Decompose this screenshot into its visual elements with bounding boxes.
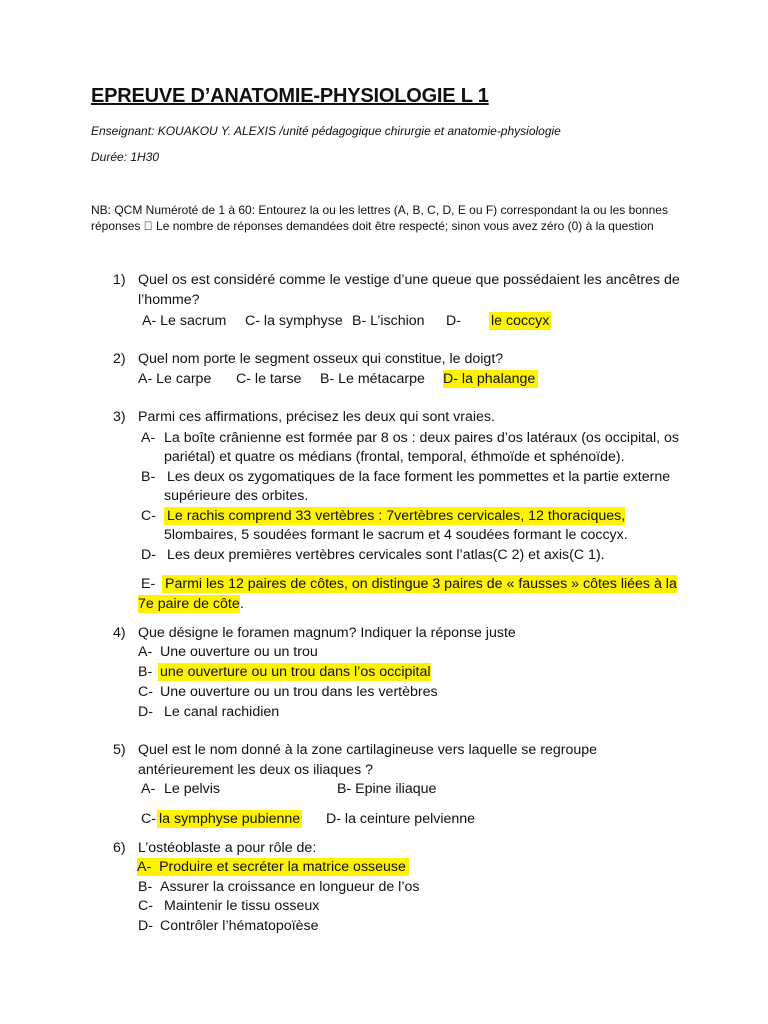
option-b-label[interactable]: B- xyxy=(138,879,153,895)
option-a-text[interactable]: Le pelvis xyxy=(164,781,220,797)
option-a-text[interactable]: Une ouverture ou un trou xyxy=(160,644,318,660)
question-text: Quel est le nom donné à la zone cartilagineuse vers laquelle se regroupe xyxy=(138,742,598,758)
option-d-label[interactable]: D- xyxy=(138,704,153,720)
option-b-text[interactable]: Les deux os zygomatiques de la face forment les pommettes et la partie externe xyxy=(167,469,671,485)
correct-answer-highlight[interactable]: la symphyse pubienne xyxy=(159,811,301,827)
question-number: 2) xyxy=(113,351,126,367)
option-b-text[interactable]: supérieure des orbites. xyxy=(164,488,309,504)
question-text: Quel os est considéré comme le vestige d’une queue que possédaient les ancêtres de xyxy=(138,272,680,288)
option-e-label[interactable]: E- xyxy=(141,576,156,592)
teacher-line: Enseignant: KOUAKOU Y. ALEXIS /unité pédagogique chirurgie et anatomie-physiologie xyxy=(91,124,561,138)
option-d[interactable]: D- la ceinture pelvienne xyxy=(326,811,476,827)
option-b-label[interactable]: B- xyxy=(138,664,153,680)
option-b-label[interactable]: B- xyxy=(141,469,156,485)
option-a-label[interactable]: A- xyxy=(141,430,156,446)
option-a-label[interactable]: A- xyxy=(138,644,153,660)
correct-answer-highlight[interactable] xyxy=(137,858,409,876)
correct-answer-highlight[interactable]: Parmi les 12 paires de côtes, on distingue 3 paires de « fausses » côtes liées à la xyxy=(162,575,677,593)
option-c[interactable]: C- le tarse xyxy=(236,371,302,387)
exam-title: EPREUVE D’ANATOMIE-PHYSIOLOGIE L 1 xyxy=(91,85,489,107)
option-a-text: Produire et secréter la matrice osseuse xyxy=(159,859,406,875)
option-d-label[interactable]: D- xyxy=(138,918,153,934)
option-c-label[interactable]: C- xyxy=(141,508,156,524)
option-a-label: A- xyxy=(137,859,152,875)
option-a[interactable]: A- Le carpe xyxy=(138,371,212,387)
correct-answer-highlight[interactable]: Le rachis comprend 33 vertèbres : 7vertèbres cervicales, 12 thoraciques, xyxy=(164,507,625,525)
option-b[interactable]: B- Epine iliaque xyxy=(337,781,437,797)
duration-line: Durée: 1H30 xyxy=(91,150,160,164)
option-b[interactable]: B- L’ischion xyxy=(352,313,425,329)
option-d-label[interactable]: D- xyxy=(446,313,461,329)
option-c-text[interactable]: 5lombaires, 5 soudées formant le sacrum et 4 soudées formant le coccyx. xyxy=(164,527,628,543)
question-text: Que désigne le foramen magnum? Indiquer la réponse juste xyxy=(138,625,516,641)
instructions-line-1: NB: QCM Numéroté de 1 à 60: Entourez la ou les lettres (A, B, C, D, E ou F) correspondant la ou les bonnes xyxy=(91,203,668,217)
question-text: Quel nom porte le segment osseux qui constitue, le doigt? xyxy=(138,351,504,367)
period: . xyxy=(240,596,244,612)
question-text: Parmi ces affirmations, précisez les deux qui sont vraies. xyxy=(138,409,495,425)
option-a[interactable]: A- Le sacrum xyxy=(142,313,227,329)
question-text: l’homme? xyxy=(138,292,200,308)
option-c-label[interactable]: C- xyxy=(138,898,153,914)
option-c-label[interactable]: C- xyxy=(141,811,156,827)
option-c-text[interactable]: Une ouverture ou un trou dans les vertèbres xyxy=(160,684,438,700)
question-text: L’ostéoblaste a pour rôle de: xyxy=(138,840,317,856)
correct-answer-highlight[interactable]: le coccyx xyxy=(491,313,550,329)
correct-answer-highlight[interactable]: 7e paire de côte xyxy=(138,596,240,612)
option-b[interactable]: B- Le métacarpe xyxy=(320,371,425,387)
option-c[interactable]: C- la symphyse xyxy=(245,313,343,329)
option-d-text[interactable]: Contrôler l’hématopoïèse xyxy=(160,918,319,934)
option-d-text[interactable]: Le canal rachidien xyxy=(164,704,280,720)
option-d-text[interactable]: Les deux premières vertèbres cervicales sont l’atlas(C 2) et axis(C 1). xyxy=(167,547,605,563)
option-d-label[interactable]: D- xyxy=(141,547,156,563)
question-number: 6) xyxy=(113,840,126,856)
instructions-line-2: réponses   Le nombre de réponses demandées doit être respecté; sinon vous avez zéro (0) à la question xyxy=(91,219,654,233)
question-number: 3) xyxy=(113,409,126,425)
option-a-text[interactable]: La boîte crânienne est formée par 8 os : deux paires d’os latéraux (os occipital, os xyxy=(164,430,679,446)
question-number: 4) xyxy=(113,625,126,641)
question-number: 5) xyxy=(113,742,126,758)
option-b-text[interactable]: Assurer la croissance en longueur de l’os xyxy=(160,879,420,895)
option-c-text[interactable]: Maintenir le tissu osseux xyxy=(164,898,320,914)
question-number: 1) xyxy=(113,272,126,288)
correct-answer-highlight[interactable]: une ouverture ou un trou dans l’os occipital xyxy=(160,664,431,680)
correct-answer-highlight[interactable]: D- la phalange xyxy=(443,370,538,388)
question-text: antérieurement les deux os iliaques ? xyxy=(138,762,374,778)
option-a-text[interactable]: pariétal) et quatre os médians (frontal, temporal, éthmoïde et sphénoïde). xyxy=(164,449,625,465)
option-c-label[interactable]: C- xyxy=(138,684,153,700)
option-a-label[interactable]: A- xyxy=(141,781,156,797)
